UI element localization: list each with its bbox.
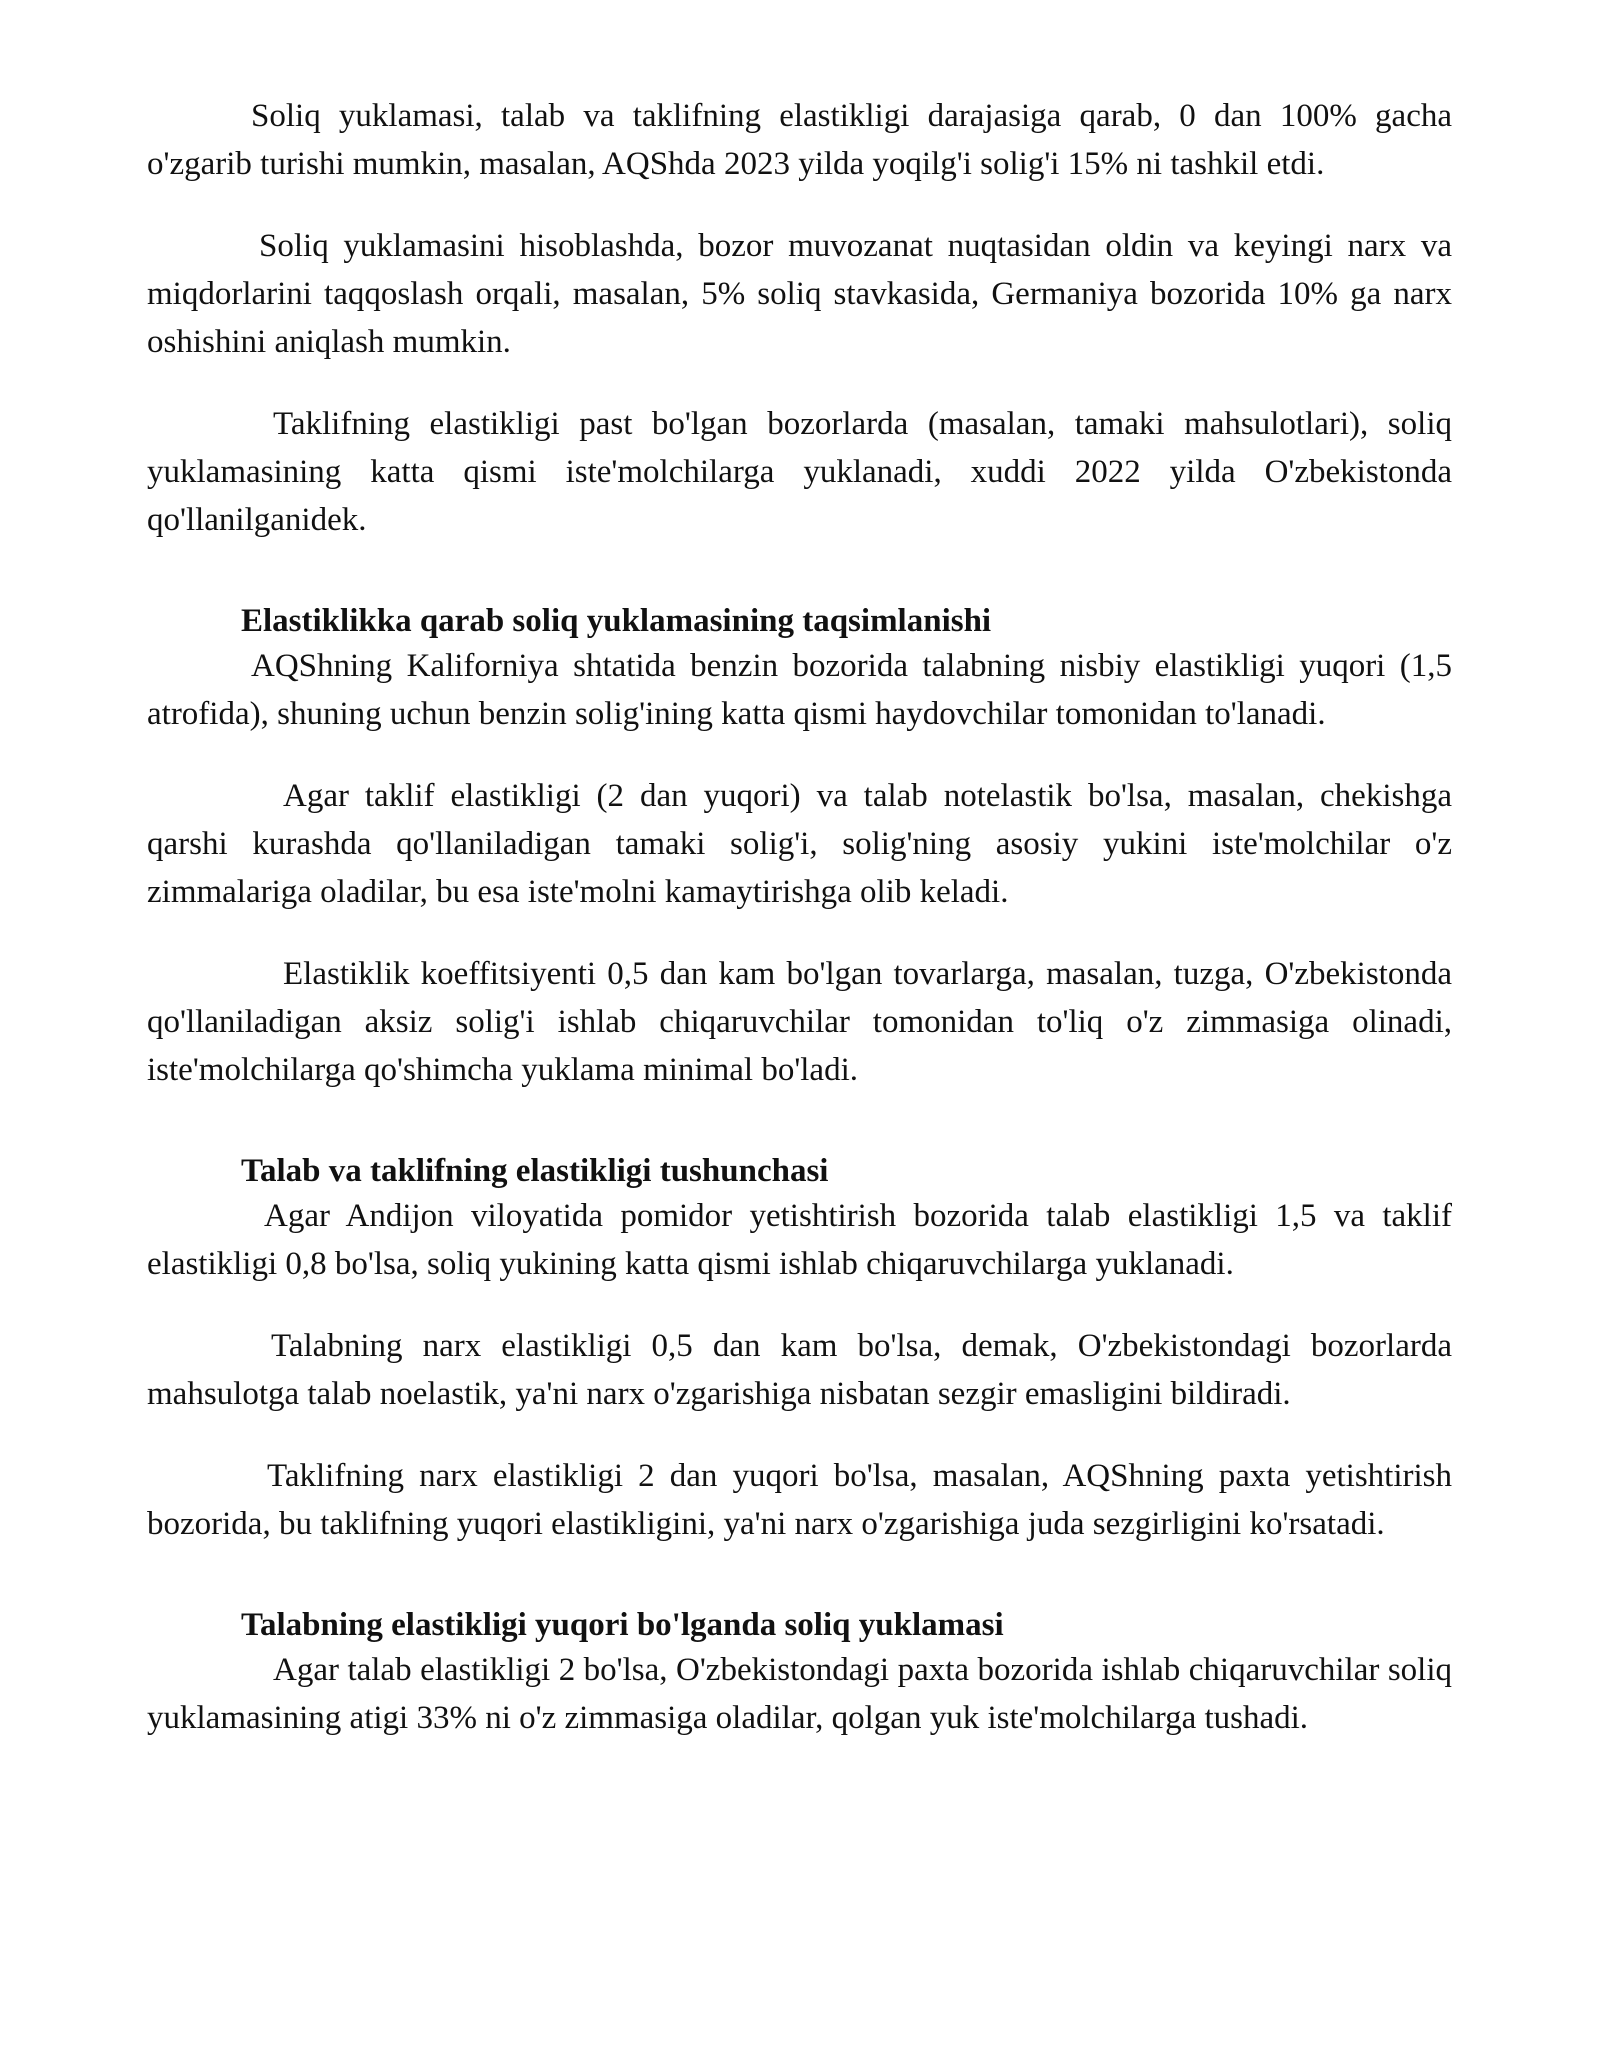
paragraph-salt-excise: Elastiklik koeffitsiyenti 0,5 dan kam bo'lgan tovarlarga, masalan, tuzga, O'zbekistonda qo'llaniladigan aksiz solig'i ishlab chiqaruvchilar tomonidan to'liq o'z zimmasiga olinadi, iste'molchilarga qo'shimcha yuklama minimal bo'ladi. bbox=[147, 956, 1452, 1088]
paragraph-tax-burden-range: Soliq yuklamasi, talab va taklifning elastikligi darajasiga qarab, 0 dan 100% gacha o'zgarib turishi mumkin, masalan, AQShda 2023 yilda yoqilg'i solig'i 15% ni tashkil etdi. bbox=[147, 98, 1452, 182]
paragraph-cotton-market-burden: Agar talab elastikligi 2 bo'lsa, O'zbekistondagi paxta bozorida ishlab chiqaruvchilar soliq yuklamasining atigi 33% ni o'z zimmasiga oladilar, qolgan yuk iste'molchilarga tushadi. bbox=[147, 1652, 1452, 1736]
section-heading-distribution: Elastiklikka qarab soliq yuklamasining taqsimlanishi bbox=[241, 603, 992, 639]
paragraph-andijan-tomato: Agar Andijon viloyatida pomidor yetishtirish bozorida talab elastikligi 1,5 va taklif elastikligi 0,8 bo'lsa, soliq yukining katta qismi ishlab chiqaruvchilarga yuklanadi. bbox=[147, 1198, 1452, 1282]
section-heading-high-demand-elasticity: Talabning elastikligi yuqori bo'lganda soliq yuklamasi bbox=[241, 1607, 1004, 1643]
paragraph-low-supply-elasticity: Taklifning elastikligi past bo'lgan bozorlarda (masalan, tamaki mahsulotlari), soliq yuklamasining katta qismi iste'molchilarga yuklanadi, xuddi 2022 yilda O'zbekistonda qo'llanilganidek. bbox=[147, 406, 1452, 538]
paragraph-california-gasoline: AQShning Kaliforniya shtatida benzin bozorida talabning nisbiy elastikligi yuqori (1,5 atrofida), shuning uchun benzin solig'ining katta qismi haydovchilar tomonidan to'lanadi. bbox=[147, 648, 1452, 732]
paragraph-tax-calculation: Soliq yuklamasini hisoblashda, bozor muvozanat nuqtasidan oldin va keyingi narx va miqdorlarini taqqoslash orqali, masalan, 5% soliq stavkasida, Germaniya bozorida 10% ga narx oshishini aniqlash mumkin. bbox=[147, 228, 1452, 360]
paragraph-cotton-supply: Taklifning narx elastikligi 2 dan yuqori bo'lsa, masalan, AQShning paxta yetishtirish bozorida, bu taklifning yuqori elastikligini, ya'ni narx o'zgarishiga juda sezgirligini ko'rsatadi. bbox=[147, 1458, 1452, 1542]
document-page bbox=[147, 92, 1452, 1742]
paragraph-price-elasticity-demand: Talabning narx elastikligi 0,5 dan kam bo'lsa, demak, O'zbekistondagi bozorlarda mahsulotga talab noelastik, ya'ni narx o'zgarishiga nisbatan sezgir emasligini bildiradi. bbox=[147, 1328, 1452, 1412]
paragraph-tobacco-tax: Agar taklif elastikligi (2 dan yuqori) va talab notelastik bo'lsa, masalan, chekishga qarshi kurashda qo'llaniladigan tamaki solig'i, solig'ning asosiy yukini iste'molchilar o'z zimmalariga oladilar, bu esa iste'molni kamaytirishga olib keladi. bbox=[147, 778, 1452, 910]
section-heading-elasticity-concept: Talab va taklifning elastikligi tushunchasi bbox=[241, 1153, 829, 1189]
